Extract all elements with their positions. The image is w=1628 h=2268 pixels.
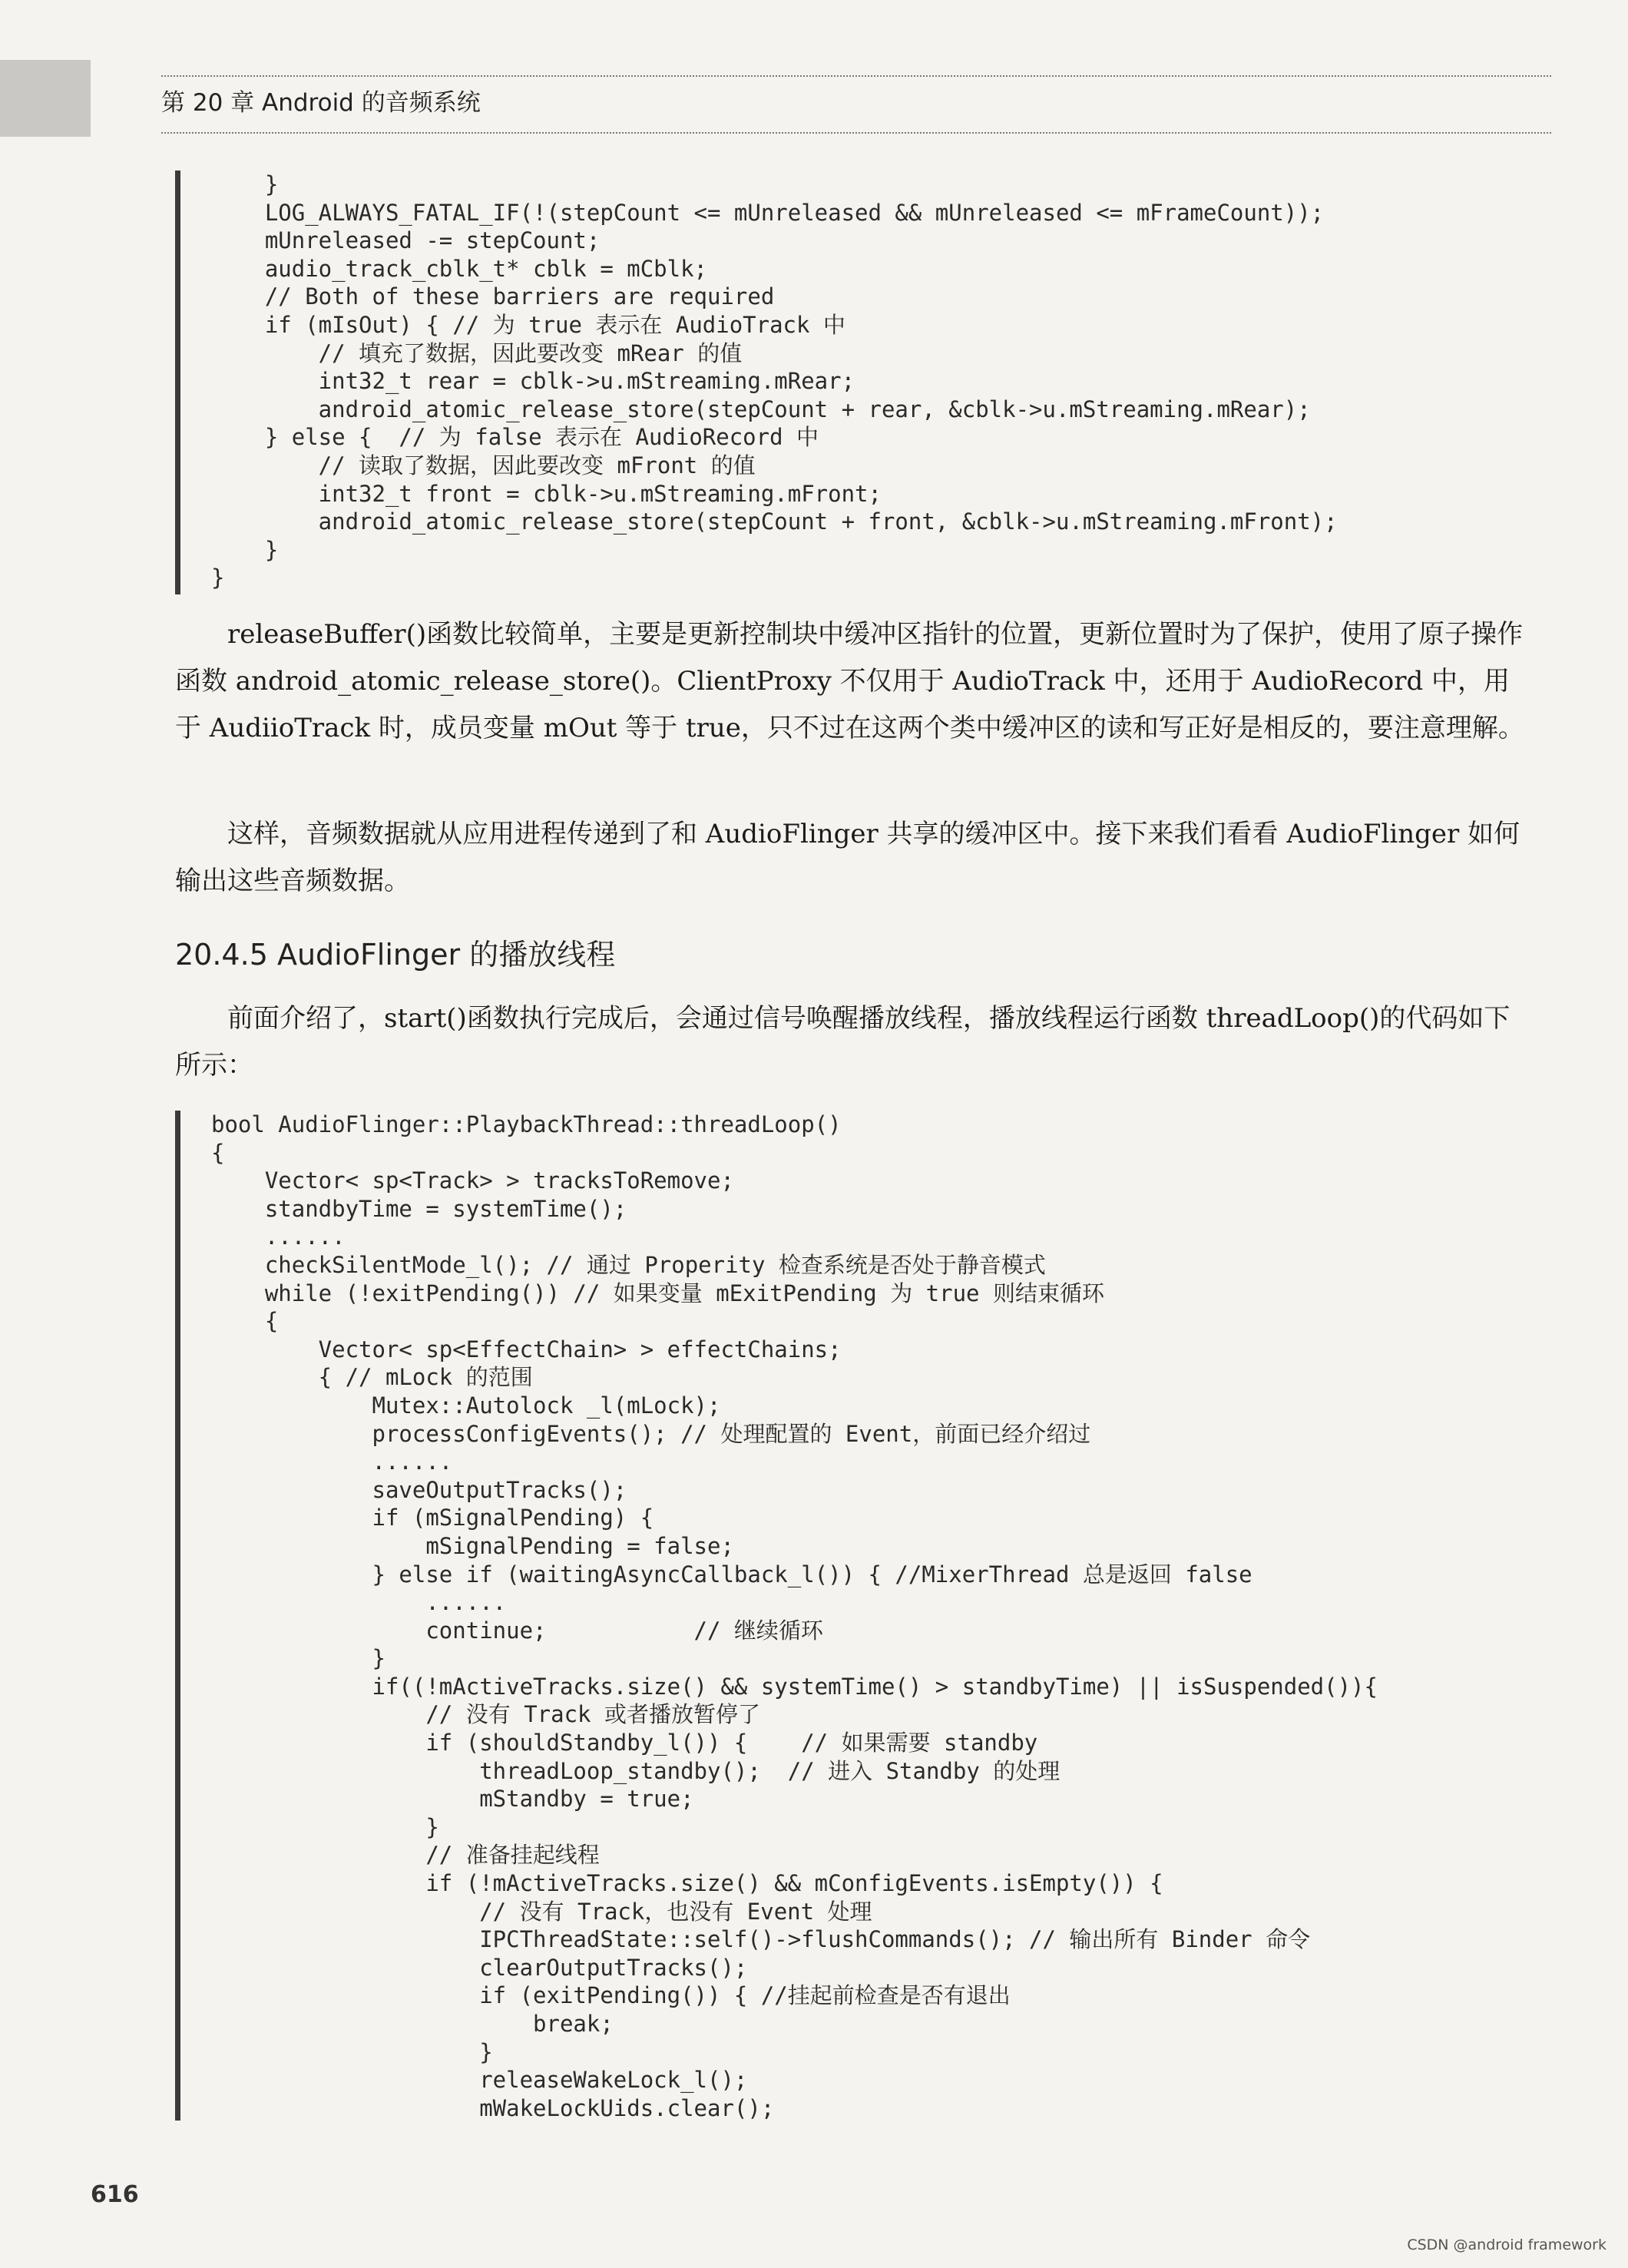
paragraph-text: releaseBuffer()函数比较简单，主要是更新控制块中缓冲区指针的位置，更新位置时为了保护，使用了原子操作函数 android_atomic_release_store()。ClientProxy 不仅用于 AudioTrack 中，还用于 AudioRecord 中，用于 AudiioTrack 时，成员变量 mOut 等于 true，只不过在这两个类中缓冲区的读和写正好是相反的，要注意理解。 xyxy=(175,619,1524,743)
paragraph-threadloop-intro xyxy=(175,995,1534,1089)
page-number: 616 xyxy=(91,2181,139,2208)
chapter-side-tab xyxy=(0,60,91,137)
section-title: 20.4.5 AudioFlinger 的播放线程 xyxy=(175,938,616,972)
header-rule-bottom xyxy=(161,132,1551,134)
paragraph-release-buffer xyxy=(175,611,1534,752)
chapter-header: 第 20 章 Android 的音频系统 xyxy=(161,89,481,117)
header-rule-top xyxy=(161,75,1551,77)
watermark: CSDN @android framework xyxy=(1407,2237,1606,2253)
paragraph-audioflinger-intro xyxy=(175,811,1534,905)
paragraph-text: 前面介绍了，start()函数执行完成后，会通过信号唤醒播放线程，播放线程运行函数 threadLoop()的代码如下所示： xyxy=(175,1003,1511,1081)
code-block-release-buffer: } LOG_ALWAYS_FATAL_IF(!(stepCount <= mUnreleased && mUnreleased <= mFrameCount)); mUnreleased -= stepCount; audio_track_cblk_t* cblk = mCblk; // Both of these barriers are required if (mIsOut) { // 为 true 表示在 AudioTrack 中 // 填充了数据，因此要改变 mRear 的值 int32_t rear = cblk->u.mStreaming.mRear; android_atomic_release_store(stepCount + rear, &cblk->u.mStreaming.mRear); } else { // 为 false 表示在 AudioRecord 中 // 读取了数据，因此要改变 mFront 的值 int32_t front = cblk->u.mStreaming.mFront; android_atomic_release_store(stepCount + front, &cblk->u.mStreaming.mFront); } } xyxy=(175,171,1547,594)
code-block-thread-loop: bool AudioFlinger::PlaybackThread::threadLoop() { Vector< sp<Track> > tracksToRemove; standbyTime = systemTime(); ...... checkSilentMode_l(); // 通过 Properity 检查系统是否处于静音模式 while (!exitPending()) // 如果变量 mExitPending 为 true 则结束循环 { Vector< sp<EffectChain> > effectChains; { // mLock 的范围 Mutex::Autolock _l(mLock); processConfigEvents(); // 处理配置的 Event，前面已经介绍过 ...... saveOutputTracks(); if (mSignalPending) { mSignalPending = false; } else if (waitingAsyncCallback_l()) { //MixerThread 总是返回 false ...... continue; // 继续循环 } if((!mActiveTracks.size() && systemTime() > standbyTime) || isSuspended()){ // 没有 Track 或者播放暂停了 if (shouldStandby_l()) { // 如果需要 standby threadLoop_standby(); // 进入 Standby 的处理 mStandby = true; } // 准备挂起线程 if (!mActiveTracks.size() && mConfigEvents.isEmpty()) { // 没有 Track，也没有 Event 处理 IPCThreadState::self()->flushCommands(); // 输出所有 Binder 命令 clearOutputTracks(); if (exitPending()) { //挂起前检查是否有退出 break; } releaseWakeLock_l(); mWakeLockUids.clear(); xyxy=(175,1111,1547,2121)
paragraph-text: 这样，音频数据就从应用进程传递到了和 AudioFlinger 共享的缓冲区中。接下来我们看看 AudioFlinger 如何输出这些音频数据。 xyxy=(175,819,1520,896)
